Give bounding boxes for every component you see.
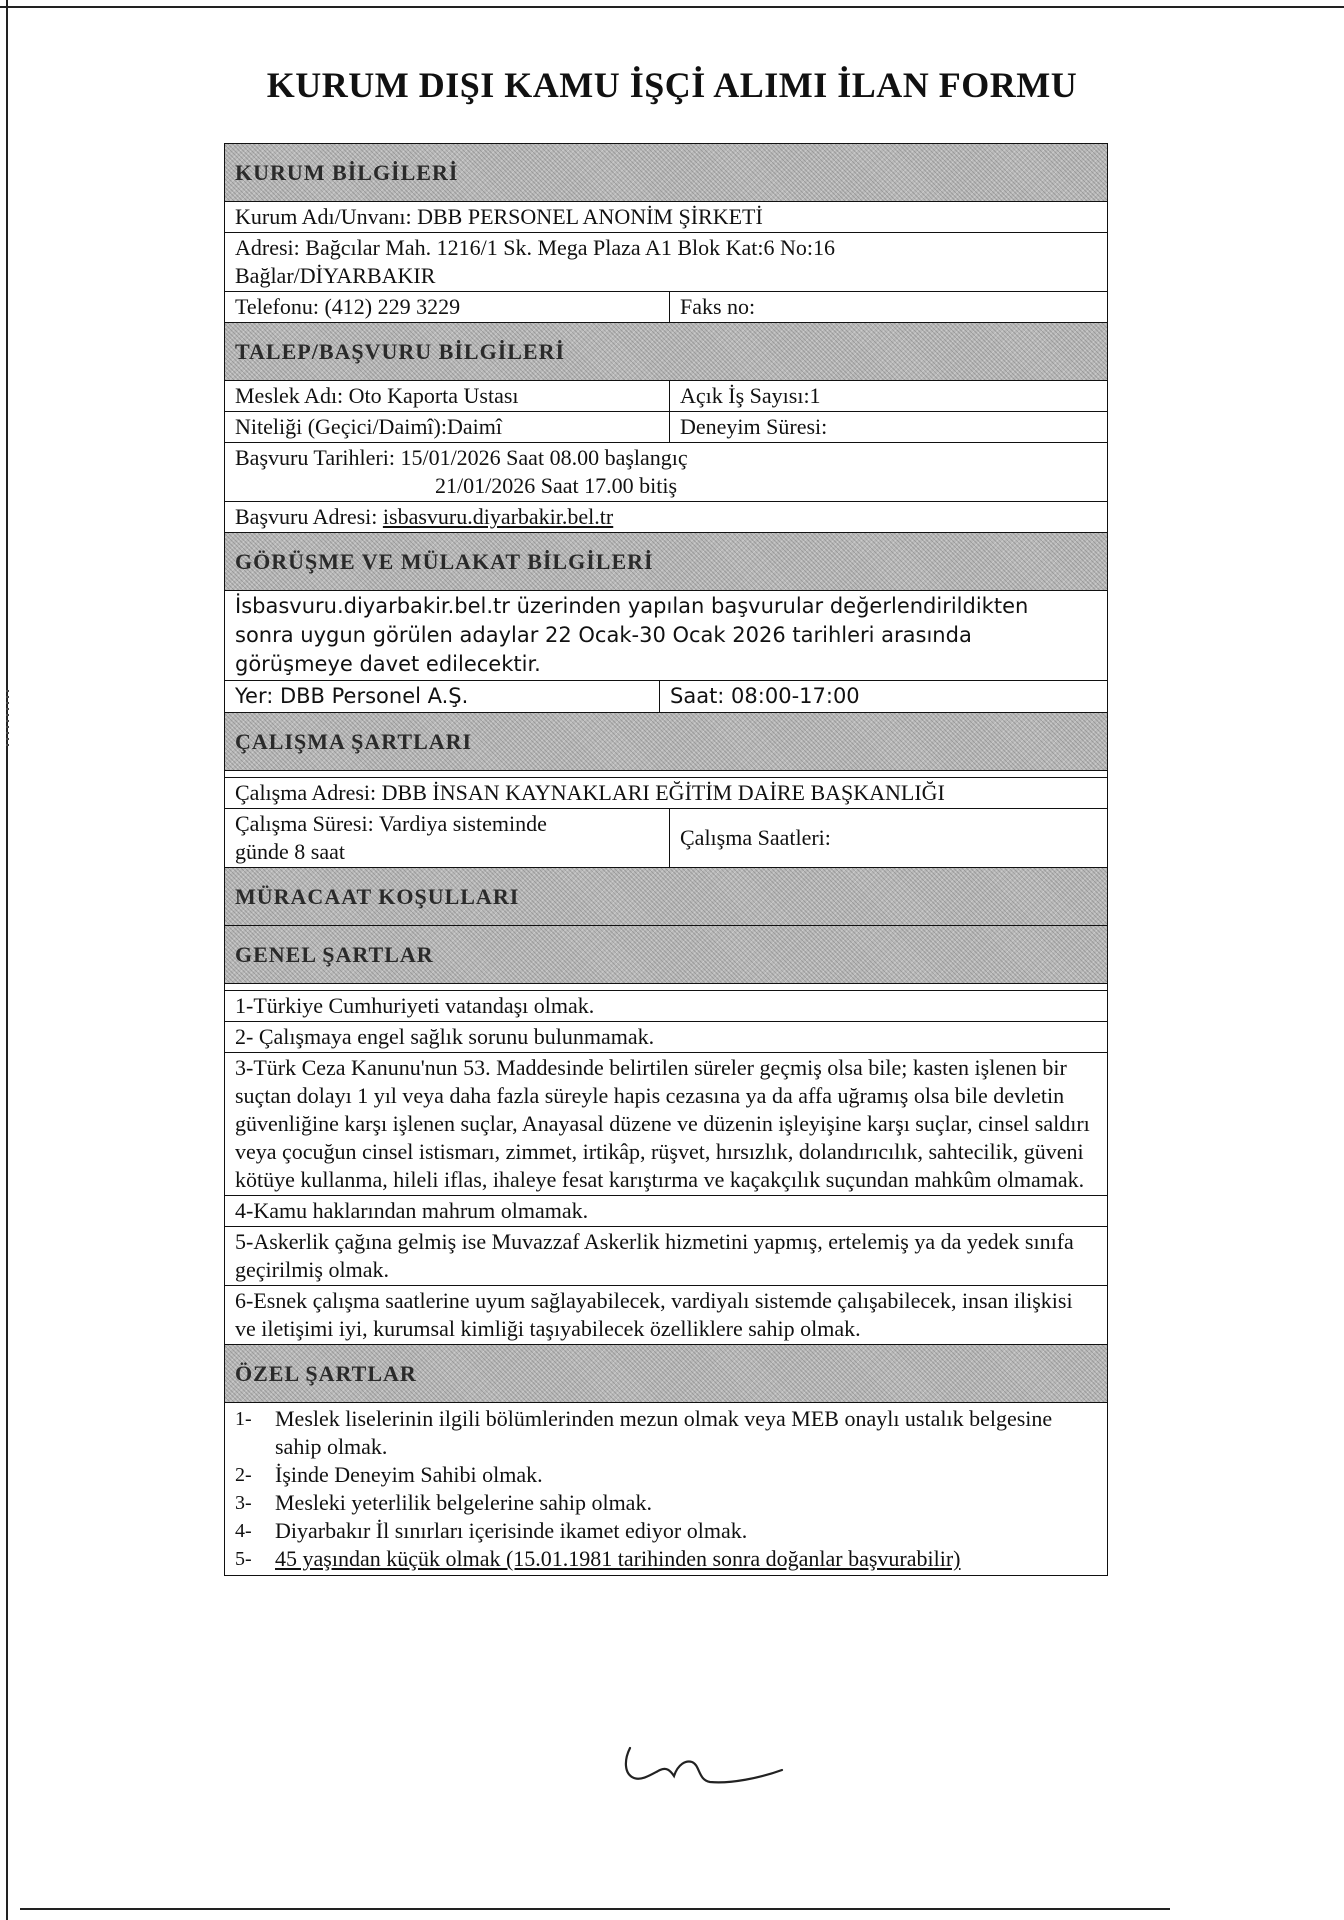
row-ozel-sartlar <box>225 1403 1107 1575</box>
basvuru-adresi-link[interactable]: isbasvuru.diyarbakir.bel.tr <box>382 504 614 529</box>
telefon: Telefonu: (412) 229 3229 <box>225 292 670 322</box>
basvuru-adresi <box>225 502 1107 532</box>
section-header-ozel: ÖZEL ŞARTLAR <box>225 1345 1107 1403</box>
section-header-calisma: ÇALIŞMA ŞARTLARI <box>225 713 1107 771</box>
genel-sart-2-text: 2- Çalışmaya engel sağlık sorunu bulunmamak. <box>235 1024 655 1049</box>
genel-sart-6-text: 6-Esnek çalışma saatlerine uyum sağlayabilecek, vardiyalı sistemde çalışabilecek, insan ilişkisi ve iletişimi iyi, kurumsal kimliği taşıyabilecek özelliklere sahip olmak. <box>235 1288 1073 1341</box>
calisma-suresi-line1: Çalışma Süresi: Vardiya sisteminde <box>235 811 547 836</box>
row-meslek <box>225 381 1107 412</box>
ozel-sart-3 <box>235 1489 1097 1517</box>
genel-sart-3-text: 3-Türk Ceza Kanunu'nun 53. Maddesinde belirtilen süreler geçmiş olsa bile; kasten işlenen bir suçtan dolayı 1 yıl veya daha fazla süreyle hapis cezasına ya da affa uğramış olsa bile devletin güvenliğine karşı işlenen suçlar, Anayasal düzene ve düzenin işleyişine karşı suçlar, cinsel saldırı veya çocuğun cinsel istismarı, zimmet, irtikâp, rüşvet, hırsızlık, dolandırıcılık, sahtecilik, güveni kötüye kullanma, hileli iflas, ihaleye fesat karıştırma ve kaçakçılık suçundan mahkûm olmamak. <box>235 1055 1090 1192</box>
genel-sart-5 <box>225 1227 1107 1286</box>
acik-is-sayisi: Açık İş Sayısı:1 <box>680 383 821 408</box>
scan-edge-bottom <box>20 1908 1170 1910</box>
basvuru-tarihleri <box>225 443 1107 501</box>
scan-edge-top <box>0 6 1344 8</box>
genel-sart-5-text: 5-Askerlik çağına gelmiş ise Muvazzaf Askerlik hizmetini yapmış, ertelemiş ya da yedek sınıfa geçirilmiş olmak. <box>235 1229 1074 1282</box>
ozel-sart-5 <box>235 1545 1097 1573</box>
signature <box>620 1740 790 1790</box>
ozel-sart-1-num: 1- <box>235 1408 252 1430</box>
basvuru-adresi-label: Başvuru Adresi: <box>235 504 383 529</box>
deneyim-suresi: Deneyim Süresi: <box>680 414 828 439</box>
ozel-sart-1 <box>235 1405 1097 1461</box>
genel-sart-2 <box>225 1022 1107 1053</box>
ozel-sart-2 <box>235 1461 1097 1489</box>
section-header-genel: GENEL ŞARTLAR <box>225 926 1107 984</box>
kurum-adi: Kurum Adı/Unvanı: DBB PERSONEL ANONİM ŞİRKETİ <box>235 204 763 229</box>
page-title: KURUM DIŞI KAMU İŞÇİ ALIMI İLAN FORMU <box>266 65 1078 105</box>
ozel-sart-3-text: Mesleki yeterlilik belgelerine sahip olmak. <box>275 1490 652 1515</box>
genel-sart-1-text: 1-Türkiye Cumhuriyeti vatandaşı olmak. <box>235 993 595 1018</box>
ozel-sart-3-num: 3- <box>235 1492 252 1514</box>
ozel-sart-4 <box>235 1517 1097 1545</box>
kurum-adres-line1: Adresi: Bağcılar Mah. 1216/1 Sk. Mega Plaza A1 Blok Kat:6 No:16 <box>235 235 836 260</box>
faks: Faks no: <box>680 294 756 319</box>
ozel-sart-5-text: 45 yaşından küçük olmak (15.01.1981 tarihinden sonra doğanlar başvurabilir) <box>275 1546 961 1571</box>
section-header-gorusme: GÖRÜŞME VE MÜLAKAT BİLGİLERİ <box>225 533 1107 591</box>
genel-sart-1 <box>225 990 1107 1022</box>
row-calisma-adresi <box>225 777 1107 809</box>
gorusme-line3: görüşmeye davet edilecektir. <box>235 652 541 676</box>
row-kurum-adres <box>225 233 1107 292</box>
gorusme-line2: sonra uygun görülen adaylar 22 Ocak-30 Ocak 2026 tarihleri arasında <box>235 623 972 647</box>
niteligi: Niteliği (Geçici/Daimî):Daimî <box>225 412 670 442</box>
kurum-adres-line2: Bağlar/DİYARBAKIR <box>235 263 436 288</box>
ozel-sartlar-list <box>225 1405 1107 1573</box>
section-header-muracaat: MÜRACAAT KOŞULLARI <box>225 868 1107 926</box>
section-header-talep: TALEP/BAŞVURU BİLGİLERİ <box>225 323 1107 381</box>
scan-edge-left <box>6 0 8 1920</box>
gorusme-line1: İsbasvuru.diyarbakir.bel.tr üzerinden yapılan başvurular değerlendirildikten <box>235 594 1029 618</box>
row-basvuru-tarihleri <box>225 443 1107 502</box>
kurum-adres <box>225 233 1107 291</box>
ozel-sart-5-num: 5- <box>235 1548 252 1570</box>
row-gorusme-aciklama <box>225 591 1107 681</box>
ozel-sart-2-num: 2- <box>235 1464 252 1486</box>
gorusme-saat: Saat: 08:00-17:00 <box>670 684 860 708</box>
ozel-sart-4-num: 4- <box>235 1520 252 1542</box>
ozel-sart-4-text: Diyarbakır İl sınırları içerisinde ikamet ediyor olmak. <box>275 1518 748 1543</box>
ozel-sart-2-text: İşinde Deneyim Sahibi olmak. <box>275 1462 543 1487</box>
basvuru-bitis: 21/01/2026 Saat 17.00 bitiş <box>435 473 677 498</box>
row-iletisim <box>225 292 1107 323</box>
section-header-kurum: KURUM BİLGİLERİ <box>225 144 1107 202</box>
genel-sart-6 <box>225 1286 1107 1345</box>
calisma-saatleri: Çalışma Saatleri: <box>680 825 831 850</box>
row-kurum-adi <box>225 202 1107 233</box>
row-basvuru-adresi <box>225 502 1107 533</box>
announcement-form <box>224 143 1108 1576</box>
row-calisma-suresi <box>225 809 1107 868</box>
gorusme-aciklama <box>225 591 1107 680</box>
ozel-sart-1-text: Meslek liselerinin ilgili bölümlerinden mezun olmak veya MEB onaylı ustalık belgesine sahip olmak. <box>275 1406 1053 1459</box>
basvuru-baslangic: Başvuru Tarihleri: 15/01/2026 Saat 08.00 başlangıç <box>235 445 688 470</box>
genel-sart-3 <box>225 1053 1107 1196</box>
scan-marks <box>6 690 9 750</box>
gorusme-yer: Yer: DBB Personel A.Ş. <box>225 681 660 712</box>
row-yer-saat <box>225 681 1107 713</box>
calisma-suresi-line2: günde 8 saat <box>235 839 345 864</box>
genel-sart-4 <box>225 1196 1107 1227</box>
row-nitelik <box>225 412 1107 443</box>
calisma-suresi <box>225 809 670 867</box>
calisma-adresi: Çalışma Adresi: DBB İNSAN KAYNAKLARI EĞİTİM DAİRE BAŞKANLIĞI <box>235 780 945 805</box>
genel-sart-4-text: 4-Kamu haklarından mahrum olmamak. <box>235 1198 589 1223</box>
meslek-adi: Meslek Adı: Oto Kaporta Ustası <box>225 381 670 411</box>
